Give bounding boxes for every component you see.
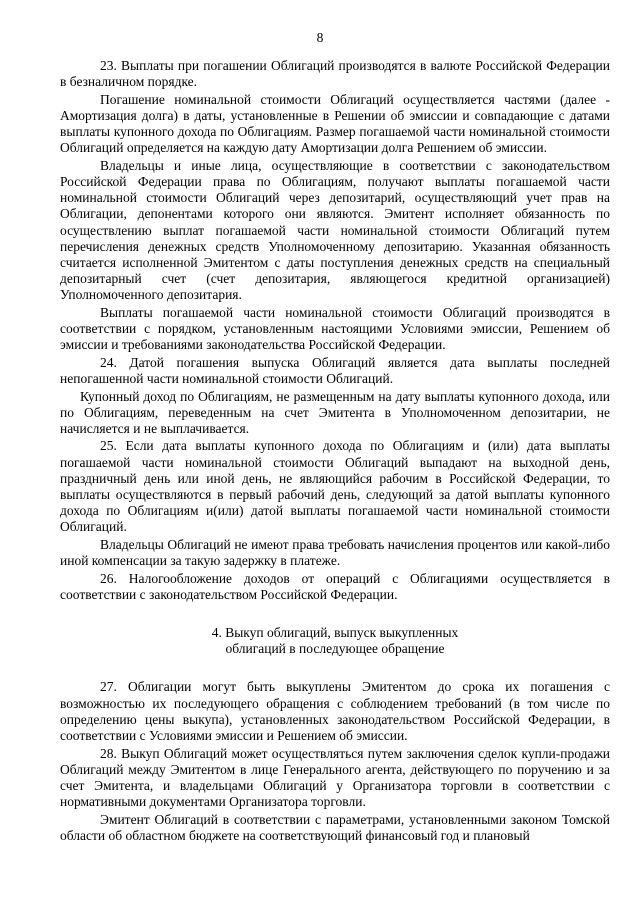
paragraph-payment-procedure: Выплаты погашаемой части номинальной стоимости Облигаций производятся в соответствии с порядком, установленным настоящими Условиями эмиссии, Решением об эмиссии и требованиями законодательства Российской Федерации. (60, 304, 610, 353)
section-title-line-2: облигаций в последующее обращение (225, 641, 445, 657)
section-title (60, 625, 610, 657)
paragraph-27: 27. Облигации могут быть выкуплены Эмитентом до срока их погашения с возможностью их последующего обращения с соблюдением требований (в том числе по определению цены выкупа), установленных законодательством Российской Федерации, в соответствии с Условиями эмиссии и Решением об эмиссии. (60, 679, 610, 744)
paragraph-issuer-parameters: Эмитент Облигаций в соответствии с параметрами, установленными законом Томской области об областном бюджете на соответствующий финансовый год и плановый (60, 811, 610, 843)
paragraph-26: 26. Налогообложение доходов от операций с Облигациями осуществляется в соответствии с законодательством Российской Федерации. (60, 570, 610, 602)
section-title-line-1: 4. Выкуп облигаций, выпуск выкупленных (211, 625, 459, 641)
page-number: 8 (316, 30, 324, 45)
document-body (60, 58, 610, 845)
paragraph-amortization: Погашение номинальной стоимости Облигаций осуществляется частями (далее - Амортизация долга) в даты, установленные в Решении об эмиссии и совпадающие с датами выплаты купонного дохода по Облигациям. Размер погашаемой части номинальной стоимости Облигаций определяется на каждую дату Амортизации долга Решением об эмиссии. (60, 91, 610, 156)
paragraph-no-compensation: Владельцы Облигаций не имеют права требовать начисления процентов или какой-либо иной компенсации за такую задержку в платеже. (60, 536, 610, 569)
paragraph-24: 24. Датой погашения выпуска Облигаций является дата выплаты последней непогашенной части номинальной стоимости Облигаций. (60, 354, 610, 387)
paragraph-25: 25. Если дата выплаты купонного дохода по Облигациям и (или) дата выплаты погашаемой части номинальной стоимости Облигаций выпадают на выходной день, праздничный день или иной день, не являющийся рабочим в Российской Федерации, то выплаты осуществляются в первый рабочий день, следующий за датой выплаты купонного дохода по Облигациям и(или) датой выплаты погашаемой части номинальной стоимости Облигаций. (60, 438, 610, 535)
paragraph-owners-payments: Владельцы и иные лица, осуществляющие в соответствии с законодательством Российской Федерации права по Облигациям, получают выплаты погашаемой части номинальной стоимости Облигаций через депозитарий, осуществляющий учет прав на Облигации, депонентами которого они являются. Эмитент исполняет обязанность по осуществлению выплат погашаемой части номинальной стоимости Облигаций путем перечисления денежных средств Уполномоченному депозитарию. Указанная обязанность считается исполненной Эмитентом с даты поступления денежных средств на специальный депозитарный счет (счет депозитария, являющегося кредитной организацией) Уполномоченного депозитария. (60, 157, 610, 303)
paragraph-23: 23. Выплаты при погашении Облигаций производятся в валюте Российской Федерации в безналичном порядке. (60, 58, 610, 90)
paragraph-coupon-income: Купонный доход по Облигациям, не размещенным на дату выплаты купонного дохода, или по Облигациям, переведенным на счет Эмитента в Уполномоченном депозитарии, не начисляется и не выплачивается. (60, 388, 610, 436)
paragraph-28: 28. Выкуп Облигаций может осуществляться путем заключения сделок купли-продажи Облигаций между Эмитентом в лице Генерального агента, действующего по поручению и за счет Эмитента, и владельцами Облигаций у Организатора торговли в соответствии с нормативными документами Организатора торговли. (60, 745, 610, 810)
